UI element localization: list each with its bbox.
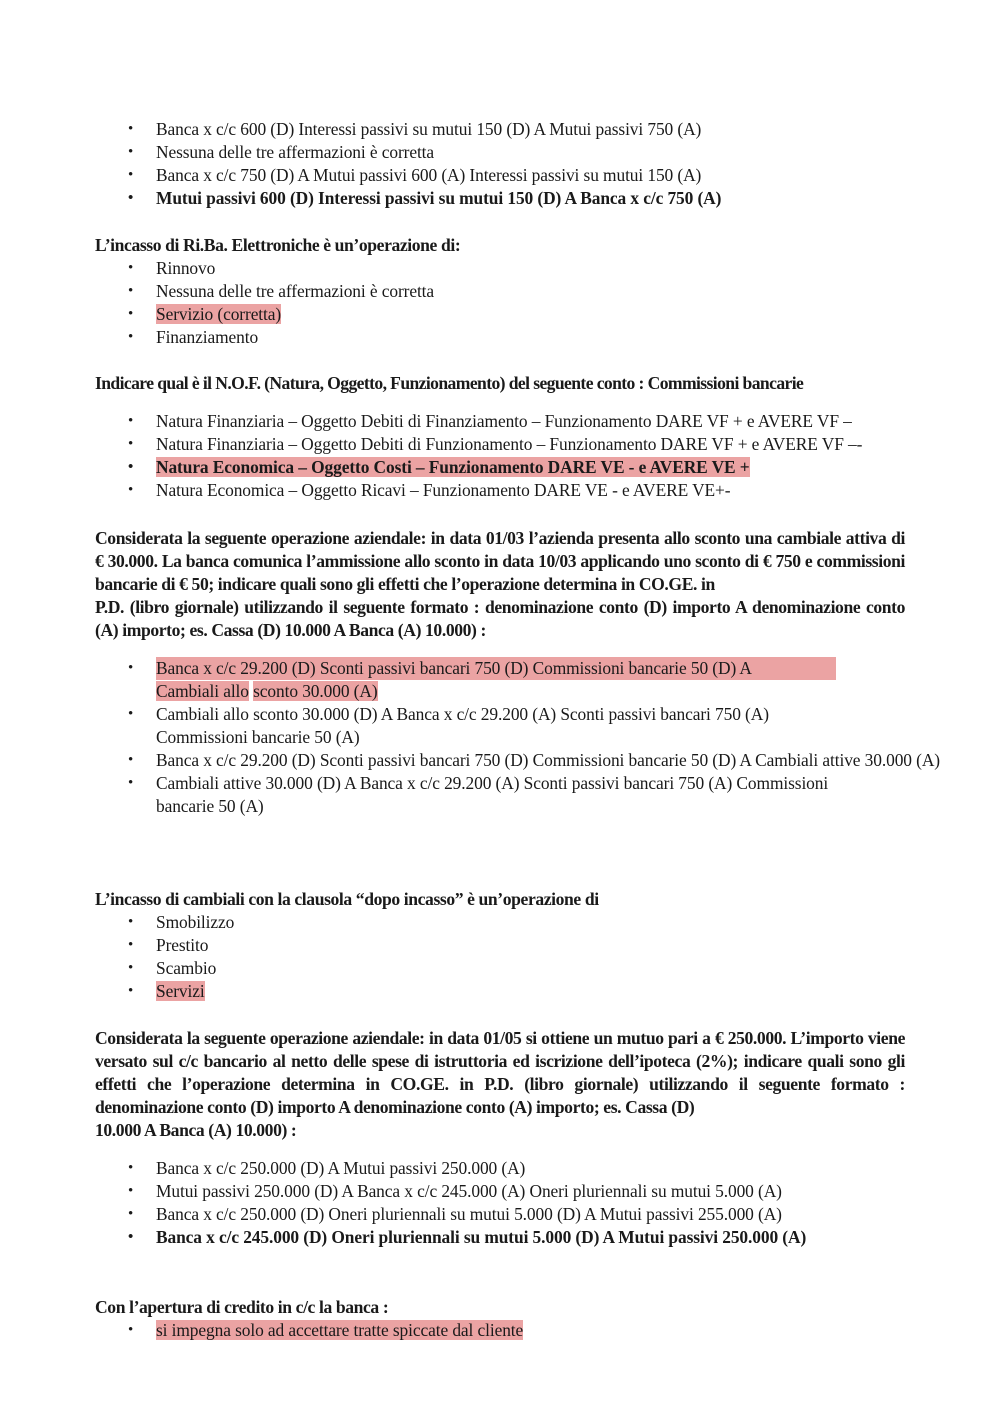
option-1-correct — [95, 657, 955, 703]
option-3: • Banca x c/c 29.200 (D) Sconti passivi bancari 750 (D) Commissioni bancarie 50 (D) A Cambiali attive 30.000 (A) — [95, 749, 955, 772]
option-list — [95, 657, 955, 818]
option-1-correct — [95, 1319, 955, 1342]
answer-block-1 — [95, 118, 955, 210]
question-text-2: P.D. (libro giornale) utilizzando il seguente formato : denominazione conto (D) importo A denominazione conto (A) importo; es. Cassa (D) 10.000 A Banca (A) 10.000) : — [95, 597, 905, 640]
option-list — [95, 1157, 955, 1249]
question-text: Con l’apertura di credito in c/c la banca : — [95, 1297, 389, 1317]
option-2: • Nessuna delle tre affermazioni è corretta — [95, 141, 955, 164]
option-3-correct — [95, 456, 955, 479]
highlight: Servizio (corretta) — [156, 304, 282, 324]
option-4-correct — [95, 980, 955, 1003]
option-list — [95, 257, 955, 349]
option-1: • Banca x c/c 600 (D) Interessi passivi su mutui 150 (D) A Mutui passivi 750 (A) — [95, 118, 955, 141]
option-4: • Natura Economica – Oggetto Ricavi – Funzionamento DARE VE - e AVERE VE+- — [95, 479, 955, 502]
option-1: • Natura Finanziaria – Oggetto Debiti di Finanziamento – Funzionamento DARE VF + e AVERE VF – — [95, 410, 955, 433]
question-text: Considerata la seguente operazione aziendale: in data 01/05 si ottiene un mutuo pari a € 250.000. L’importo viene versato sul c/c bancario al netto delle spese di istruttoria ed iscrizione dell’ipoteca (2%); indicare quali sono gli effetti che l’operazione determina in CO.GE. in P.D. (libro giornale) utilizzando il seguente formato : denominazione conto (D) importo A denominazione conto (A) importo; es. Cassa (D) — [95, 1028, 905, 1117]
highlight: Servizi — [156, 981, 205, 1001]
option-3: • Banca x c/c 250.000 (D) Oneri pluriennali su mutui 5.000 (D) A Mutui passivi 255.000 (A) — [95, 1203, 955, 1226]
option-1: • Banca x c/c 250.000 (D) A Mutui passivi 250.000 (A) — [95, 1157, 955, 1180]
option-list — [95, 1319, 955, 1342]
option-1: • Rinnovo — [95, 257, 955, 280]
option-3: • Scambio — [95, 957, 955, 980]
option-2: • Cambiali allo sconto 30.000 (D) A Banca x c/c 29.200 (A) Sconti passivi bancari 750 (A) Commissioni bancarie 50 (A) — [95, 703, 846, 749]
question-text: Considerata la seguente operazione aziendale: in data 01/03 l’azienda presenta allo sconto una cambiale attiva di € 30.000. La banca comunica l’ammissione allo sconto in data 10/03 applicando uno sconto di € 750 e commissioni bancarie di € 50; indicare quali sono gli effetti che l’operazione determina in CO.GE. in — [95, 528, 905, 594]
option-2: • Nessuna delle tre affermazioni è corretta — [95, 280, 955, 303]
question-6 — [95, 1027, 955, 1249]
option-2: • Natura Finanziaria – Oggetto Debiti di Funzionamento – Funzionamento DARE VF + e AVERE VF –- — [95, 433, 955, 456]
question-text: L’incasso di cambiali con la clausola “dopo incasso” è un’operazione di — [95, 889, 599, 909]
option-2: • Prestito — [95, 934, 955, 957]
option-list — [95, 410, 955, 502]
option-4-correct: • Banca x c/c 245.000 (D) Oneri pluriennali su mutui 5.000 (D) A Mutui passivi 250.000 (A) — [95, 1226, 955, 1249]
highlight-line-2a: Cambiali allo — [156, 681, 249, 701]
highlight: si impegna solo ad accettare tratte spiccate dal cliente — [156, 1320, 524, 1340]
question-5 — [95, 888, 955, 1003]
question-7 — [95, 1296, 955, 1342]
question-text: Indicare qual è il N.O.F. (Natura, Oggetto, Funzionamento) del seguente conto : Commissioni bancarie — [95, 373, 804, 393]
question-3 — [95, 372, 955, 502]
option-3-correct — [95, 303, 955, 326]
question-text-2: 10.000 A Banca (A) 10.000) : — [95, 1120, 297, 1140]
question-4 — [95, 527, 955, 818]
option-4: • Cambiali attive 30.000 (D) A Banca x c/c 29.200 (A) Sconti passivi bancari 750 (A) Commissioni bancarie 50 (A) — [95, 772, 836, 818]
option-4: • Finanziamento — [95, 326, 955, 349]
option-2: • Mutui passivi 250.000 (D) A Banca x c/c 245.000 (A) Oneri pluriennali su mutui 5.000 (A) — [95, 1180, 955, 1203]
option-list — [95, 118, 955, 210]
question-2 — [95, 234, 955, 349]
option-1: • Smobilizzo — [95, 911, 955, 934]
option-3: • Banca x c/c 750 (D) A Mutui passivi 600 (A) Interessi passivi su mutui 150 (A) — [95, 164, 955, 187]
highlight: Natura Economica – Oggetto Costi – Funzionamento DARE VE - e AVERE VE + — [156, 457, 750, 477]
highlight-line-1: Banca x c/c 29.200 (D) Sconti passivi bancari 750 (D) Commissioni bancarie 50 (D) A — [156, 657, 836, 680]
question-text: L’incasso di Ri.Ba. Elettroniche è un’operazione di: — [95, 235, 461, 255]
option-list — [95, 911, 955, 1003]
highlight-line-2b: sconto 30.000 (A) — [253, 681, 378, 701]
option-4-correct: • Mutui passivi 600 (D) Interessi passivi su mutui 150 (D) A Banca x c/c 750 (A) — [95, 187, 955, 210]
